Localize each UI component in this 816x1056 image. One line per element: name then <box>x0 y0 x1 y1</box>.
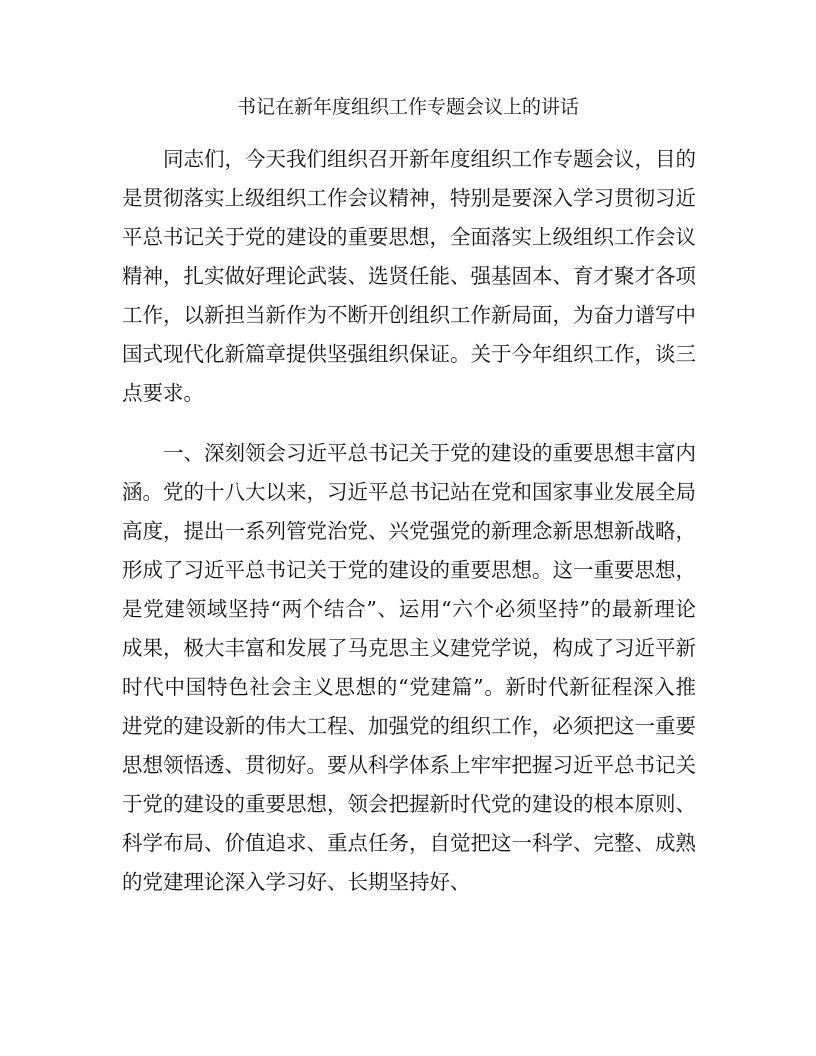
document-body <box>122 140 696 902</box>
document-title: 书记在新年度组织工作专题会议上的讲话 <box>236 96 579 118</box>
paragraph-opening: 同志们，今天我们组织召开新年度组织工作专题会议，目的是贯彻落实上级组织工作会议精神，特别是要深入学习贯彻习近平总书记关于党的建设的重要思想，全面落实上级组织工作会议精神，扎实做好理论武装、选贤任能、强基固本、育才聚才各项工作，以新担当新作为不断开创组织工作新局面，为奋力谱写中国式现代化新篇章提供坚强组织保证。关于今年组织工作，谈三点要求。 <box>122 147 696 405</box>
paragraph-section-one: 一、深刻领会习近平总书记关于党的建设的重要思想丰富内涵。党的十八大以来，习近平总书记站在党和国家事业发展全局高度，提出一系列管党治党、兴党强党的新理念新思想新战略，形成了习近平总书记关于党的建设的重要思想。这一重要思想，是党建领域坚持“两个结合”、运用“六个必须坚持”的最新理论成果，极大丰富和发展了马克思主义建党学说，构成了习近平新时代中国特色社会主义思想的“党建篇”。新时代新征程深入推进党的建设新的伟大工程、加强党的组织工作，必须把这一重要思想领悟透、贯彻好。要从科学体系上牢牢把握习近平总书记关于党的建设的重要思想，领会把握新时代党的建设的根本原则、科学布局、价值追求、重点任务，自觉把这一科学、完整、成熟的党建理论深入学习好、长期坚持好、 <box>122 441 696 894</box>
